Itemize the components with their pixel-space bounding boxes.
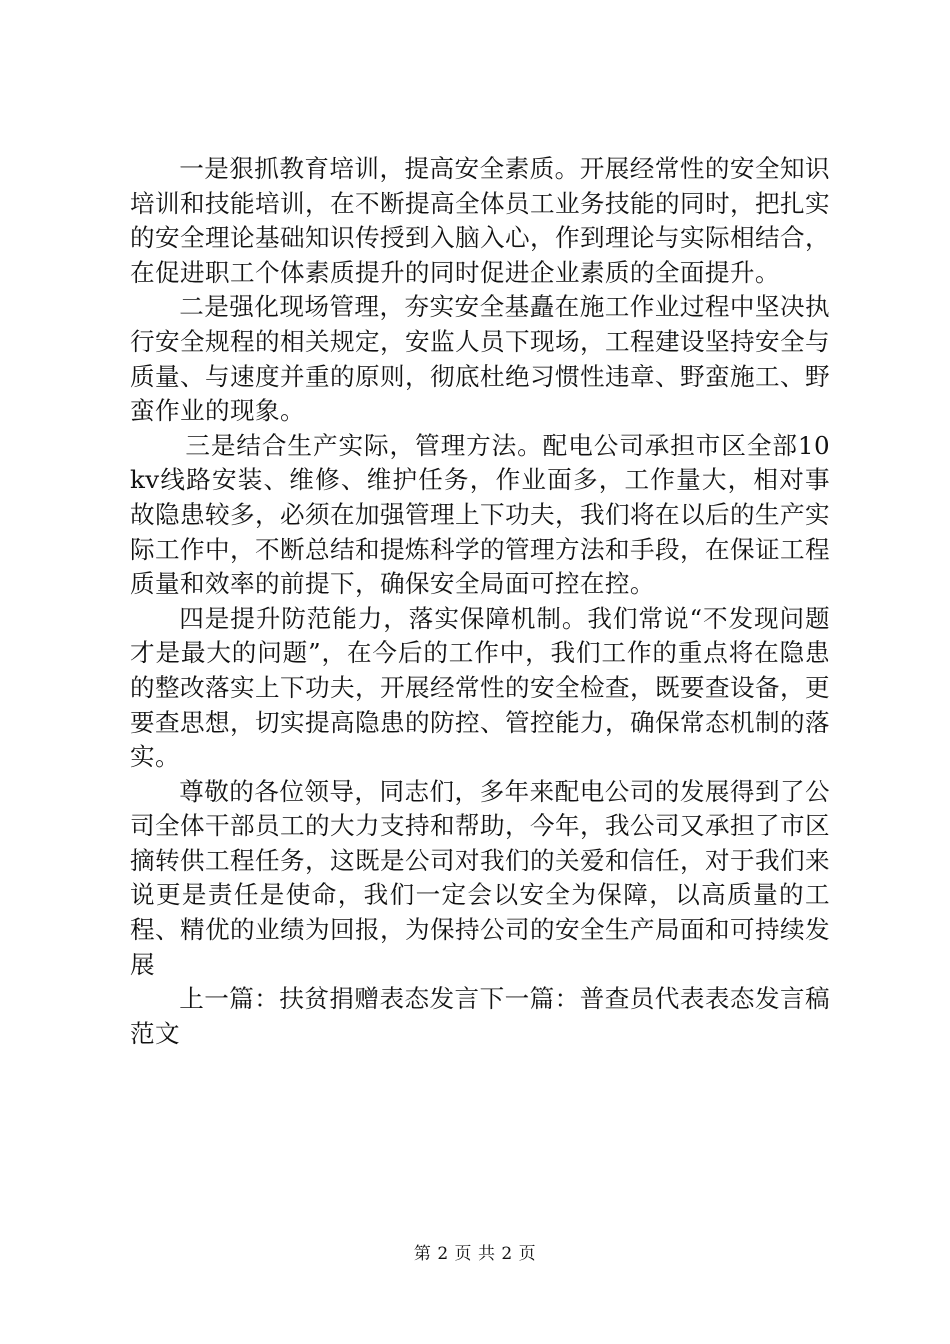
paragraph-1: 一是狠抓教育培训，提高安全素质。开展经常性的安全知识培训和技能培训，在不断提高全体员工业务技能的同时，把扎实的安全理论基础知识传授到入脑入心，作到理论与实际相结合，在促进职工个体素质提升的同时促进企业素质的全面提升。: [130, 154, 830, 287]
paragraph-4: 四是提升防范能力，落实保障机制。我们常说“不发现问题才是最大的问题”，在今后的工作中，我们工作的重点将在隐患的整改落实上下功夫，开展经常性的安全检查，既要查设备，更要查思想，切实提高隐患的防控、管控能力，确保常态机制的落实。: [130, 603, 830, 772]
paragraph-5: 尊敬的各位领导，同志们，多年来配电公司的发展得到了公司全体干部员工的大力支持和帮助，今年，我公司又承担了市区摘转供工程任务，这既是公司对我们的关爱和信任，对于我们来说更是责任是使命，我们一定会以安全为保障，以高质量的工程、精优的业绩为回报，为保持公司的安全生产局面和可持续发展: [130, 776, 830, 979]
prev-next-links[interactable]: 上一篇：扶贫捐赠表态发言下一篇：普查员代表表态发言稿范文: [130, 984, 830, 1048]
paragraph-2: 二是强化现场管理，夯实安全基矗在施工作业过程中坚决执行安全规程的相关规定，安监人员下现场，工程建设坚持安全与质量、与速度并重的原则，彻底杜绝习惯性违章、野蛮施工、野蛮作业的现象。: [130, 292, 830, 426]
paragraph-3: 三是结合生产实际，管理方法。配电公司承担市区全部10kv线路安装、维修、维护任务，作业面多，工作量大，相对事故隐患较多，必须在加强管理上下功夫，我们将在以后的生产实际工作中，不断总结和提炼科学的管理方法和手段，在保证工程质量和效率的前提下，确保安全局面可控在控。: [130, 430, 830, 599]
document-body: [130, 152, 830, 1051]
page-number-footer: 第 2 页 共 2 页: [413, 1244, 537, 1264]
